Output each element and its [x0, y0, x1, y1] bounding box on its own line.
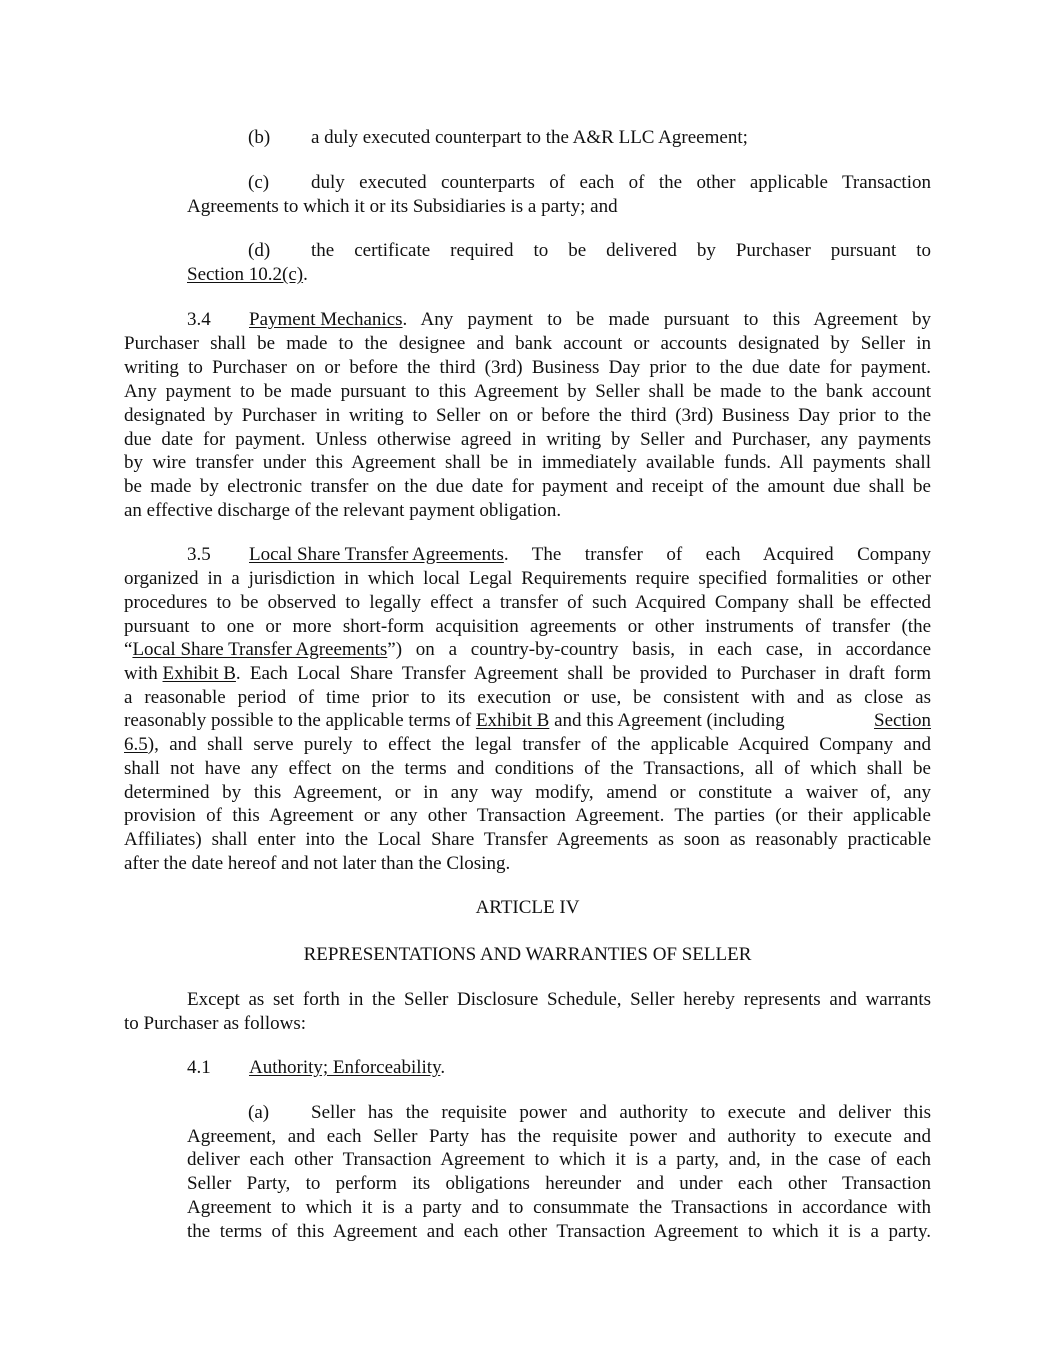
- section-3-5-line4: pursuant to one or more short-form acquisition agreements or other instruments of transfer (the: [124, 616, 931, 637]
- section-3-4-line4: Any payment to be made pursuant to this Agreement by Seller shall be made to the bank account: [124, 381, 931, 402]
- defined-term-local-share-transfer-agreements: Local Share Transfer Agreements: [132, 639, 388, 660]
- section-3-4-line5: designated by Purchaser in writing to Seller on or before the third (3rd) Business Day prior to the: [124, 405, 931, 426]
- item-d-label: (d): [248, 240, 271, 261]
- item-d-text-line1: the certificate required to be delivered by Purchaser pursuant to: [311, 240, 931, 261]
- item-c-text-line2: Agreements to which it or its Subsidiaries is a party; and: [187, 196, 618, 217]
- item-a-line5: Agreement to which it is a party and to consummate the Transactions in accordance with: [187, 1197, 931, 1218]
- section-3-5-heading: Local Share Transfer Agreements: [249, 544, 504, 565]
- item-b-text: a duly executed counterpart to the A&R LLC Agreement;: [311, 127, 748, 148]
- article-intro-line2: to Purchaser as follows:: [124, 1013, 307, 1034]
- section-4-1-number: 4.1: [187, 1057, 211, 1078]
- section-3-5-number: 3.5: [187, 544, 211, 565]
- item-a-line2: Agreement, and each Seller Party has the requisite power and authority to execute and: [187, 1126, 931, 1147]
- item-a-label: (a): [248, 1102, 270, 1123]
- section-6-5-reference: Section: [874, 710, 931, 731]
- section-3-4-line7: by wire transfer under this Agreement shall be in immediately available funds. All payments shall: [124, 452, 931, 473]
- section-3-4-line1: [249, 308, 931, 332]
- article-intro-line1: Except as set forth in the Seller Disclosure Schedule, Seller hereby represents and warrants: [187, 989, 931, 1010]
- section-3-5-line11: determined by this Agreement, or in any way modify, amend or constitute a waiver of, any: [124, 782, 931, 803]
- section-3-4-line9: an effective discharge of the relevant payment obligation.: [124, 500, 562, 521]
- item-d-text-line2: Section 10.2(c).: [187, 264, 308, 285]
- section-3-5-line3: procedures to be observed to legally effect a transfer of such Acquired Company shall be effected: [124, 592, 931, 613]
- section-3-4-line6: due date for payment. Unless otherwise agreed in writing by Seller and Purchaser, any payments: [124, 429, 931, 450]
- section-3-5-line6: with Exhibit B . Each Local Share Transfer Agreement shall be provided to Purchaser in draft form: [124, 663, 931, 684]
- item-a-line4: Seller Party, to perform its obligations hereunder and under each other Transaction: [187, 1173, 931, 1194]
- section-3-5-line12: provision of this Agreement or any other Transaction Agreement. The parties (or their applicable: [124, 805, 931, 826]
- section-3-4-line8: be made by electronic transfer on the due date for payment and receipt of the amount due shall be: [124, 476, 931, 497]
- section-10-2c-reference: Section 10.2(c): [187, 264, 304, 285]
- section-3-5-line2: organized in a jurisdiction in which local Legal Requirements require specified formalities or other: [124, 568, 931, 589]
- section-3-4-line2: Purchaser shall be made to the designee and bank account or accounts designated by Seller in: [124, 333, 931, 354]
- item-a-line3: deliver each other Transaction Agreement to which it is a party, and, in the case of each: [187, 1149, 931, 1170]
- section-3-4-line3: writing to Purchaser on or before the third (3rd) Business Day prior to the due date for payment.: [124, 357, 931, 378]
- section-3-4-heading: Payment Mechanics: [249, 309, 403, 330]
- article-number: ARTICLE IV: [475, 897, 580, 918]
- section-3-5-line5: “ Local Share Transfer Agreements ”) on a country-by-country basis, in each case, in accordance: [124, 639, 931, 660]
- section-4-1-heading: Authority; Enforceability: [249, 1057, 441, 1078]
- section-3-5-line9: 6.5 ), and shall serve purely to effect the legal transfer of the applicable Acquired Company and: [124, 734, 931, 755]
- item-c-label: (c): [248, 172, 270, 193]
- section-3-5-line1-text: . The transfer of each Acquired Company: [503, 544, 931, 565]
- exhibit-b-reference-2: Exhibit B: [475, 710, 550, 731]
- section-3-4-line1-text: . Any payment to be made pursuant to this Agreement by: [402, 309, 931, 330]
- exhibit-b-reference: Exhibit B: [162, 663, 236, 684]
- item-a-line6: the terms of this Agreement and each other Transaction Agreement to which it is a party.: [187, 1221, 931, 1242]
- section-3-5-line7: a reasonable period of time prior to its execution or use, be consistent with and as close as: [124, 687, 931, 708]
- item-b-label: (b): [248, 127, 271, 148]
- section-4-1-heading-line: Authority; Enforceability.: [249, 1057, 446, 1078]
- section-3-5-line13: Affiliates) shall enter into the Local Share Transfer Agreements as soon as reasonably practicable: [124, 829, 931, 850]
- section-3-5-line14: after the date hereof and not later than the Closing.: [124, 853, 511, 874]
- section-3-5-line10: shall not have any effect on the terms and conditions of the Transactions, all of which shall be: [124, 758, 931, 779]
- section-3-4-number: 3.4: [187, 309, 211, 330]
- item-a-line1: Seller has the requisite power and authority to execute and deliver this: [311, 1102, 931, 1123]
- section-3-5-line8: reasonably possible to the applicable terms of Exhibit B and this Agreement (including Section: [124, 710, 931, 731]
- section-3-5-line1: [249, 543, 931, 567]
- item-c-text-line1: duly executed counterparts of each of the other applicable Transaction: [311, 172, 931, 193]
- article-title: REPRESENTATIONS AND WARRANTIES OF SELLER: [303, 944, 752, 965]
